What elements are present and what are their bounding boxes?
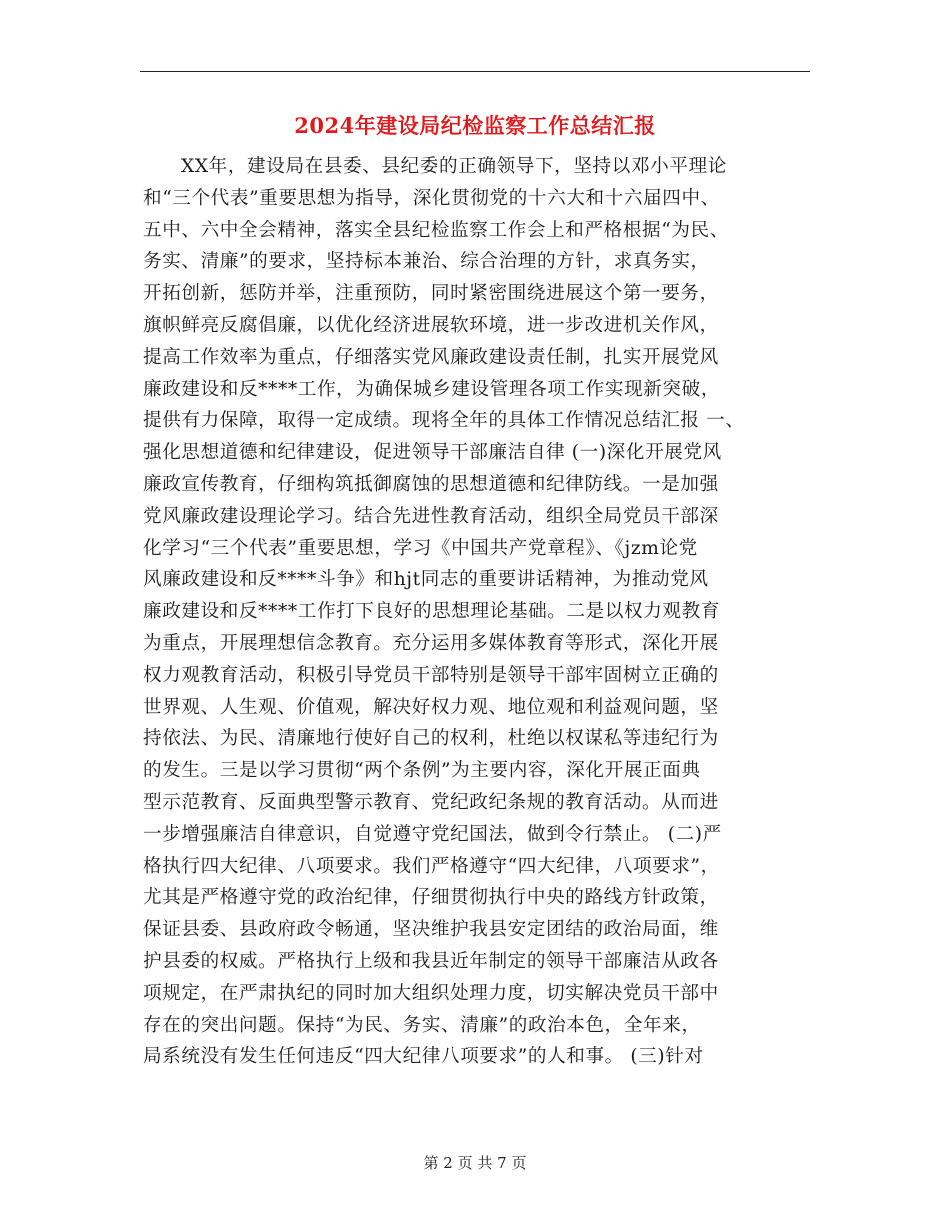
body-line: 保证县委、县政府政令畅通，坚决维护我县安定团结的政治局面，维 [143,919,719,941]
body-line: 旗帜鲜亮反腐倡廉，以优化经济进展软环境，进一步改进机关作风， [143,314,719,336]
body-line: 廉政建设和反****工作，为确保城乡建设管理各项工作实现新突破， [143,378,721,400]
body-line: 的发生。三是以学习贯彻“两个条例”为主要内容，深化开展正面典 [143,760,701,782]
page-number: 第 2 页 共 7 页 [423,1154,527,1172]
body-line: 提供有力保障，取得一定成绩。现将全年的具体工作情况总结汇报 一、 [143,410,745,432]
body-line: 化学习“三个代表”重要思想，学习《中国共产党章程》、《jzm论党 [143,537,698,559]
body-line: 格执行四大纪律、八项要求。我们严格遵守“四大纪律，八项要求”， [143,855,720,877]
body-line: 开拓创新，惩防并举，注重预防，同时紧密围绕进展这个第一要务， [143,283,719,305]
document-body [143,151,823,1073]
body-line: 廉政宣传教育，仔细构筑抵御腐蚀的思想道德和纪律防线。一是加强 [143,473,719,495]
body-line: 世界观、人生观、价值观，解决好权力观、地位观和利益观问题，坚 [143,696,719,718]
body-line: 型示范教育、反面典型警示教育、党纪政纪条规的教育活动。从而进 [143,791,719,813]
body-line: XX年，建设局在县委、县纪委的正确领导下，坚持以邓小平理论 [181,156,727,177]
body-line: 持依法、为民、清廉地行使好自己的权利，杜绝以权谋私等违纪行为 [143,728,719,750]
body-line: 风廉政建设和反****斗争》和hjt同志的重要讲话精神，为推动党风 [143,569,709,591]
body-line: 五中、六中全会精神，落实全县纪检监察工作会上和严格根据“为民、 [143,219,729,241]
body-line: 局系统没有发生任何违反“四大纪律八项要求”的人和事。 (三)针对 [143,1046,704,1068]
body-line: 项规定，在严肃执纪的同时加大组织处理力度，切实解决党员干部中 [143,982,719,1004]
body-line: 强化思想道德和纪律建设，促进领导干部廉洁自律 (一)深化开展党风 [143,442,722,464]
body-line: 提高工作效率为重点，仔细落实党风廉政建设责任制，扎实开展党风 [143,346,719,368]
body-line: 为重点，开展理想信念教育。充分运用多媒体教育等形式，深化开展 [143,632,719,654]
body-line: 权力观教育活动，积极引导党员干部特别是领导干部牢固树立正确的 [143,664,719,686]
body-line: 廉政建设和反****工作打下良好的思想理论基础。二是以权力观教育 [143,601,721,623]
body-line: 护县委的权威。严格执行上级和我县近年制定的领导干部廉洁从政各 [143,950,719,972]
body-line: 务实、清廉”的要求，坚持标本兼治、综合治理的方针，求真务实， [143,251,710,273]
body-line: 存在的突出问题。保持“为民、务实、清廉”的政治本色，全年来， [143,1014,701,1036]
body-line: 和“三个代表”重要思想为指导，深化贯彻党的十六大和十六届四中、 [143,187,720,209]
body-line: 党风廉政建设理论学习。结合先进性教育活动，组织全局党员干部深 [143,505,719,527]
header-rule [140,71,810,72]
body-line: 一步增强廉洁自律意识，自觉遵守党纪国法，做到令行禁止。 (二)严 [143,823,722,845]
body-line: 尤其是严格遵守党的政治纪律，仔细贯彻执行中央的路线方针政策， [143,887,719,909]
document-title: 2024年建设局纪检监察工作总结汇报 [294,113,656,138]
